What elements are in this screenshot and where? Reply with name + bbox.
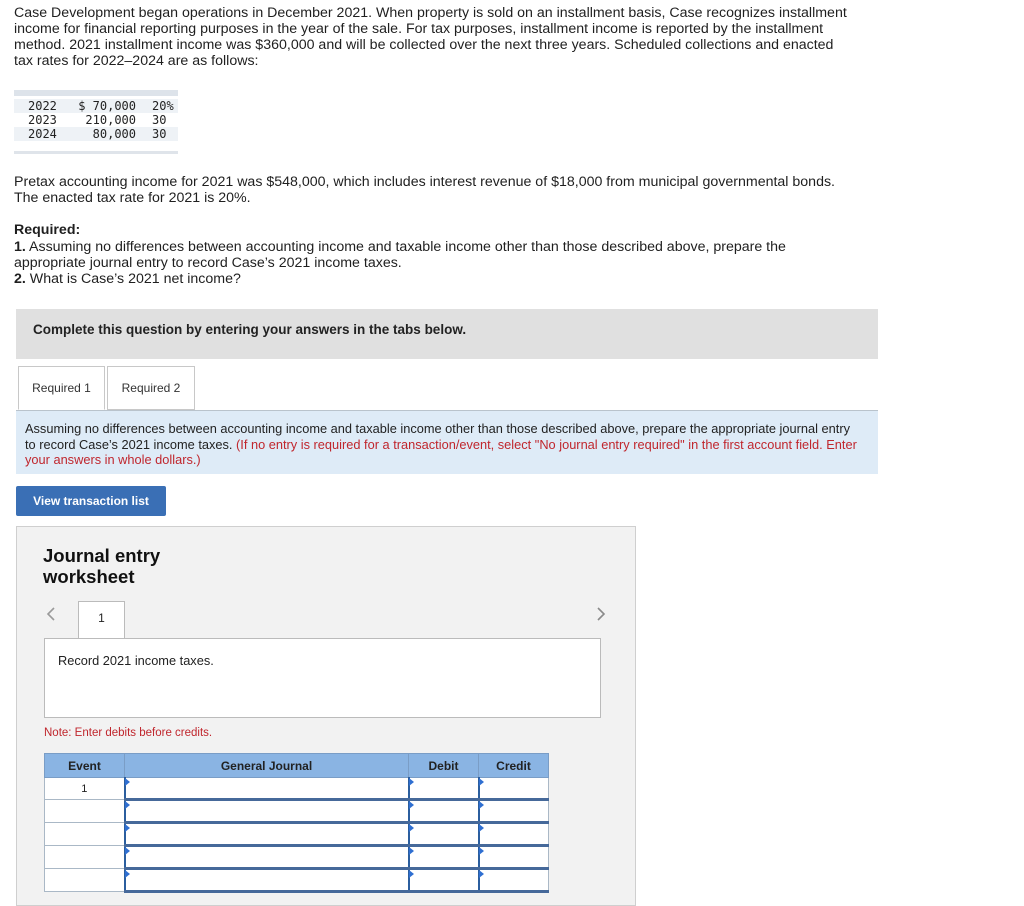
- column-header-credit: Credit: [479, 754, 549, 778]
- pretax-paragraph: [14, 174, 1014, 206]
- credit-input[interactable]: [479, 869, 549, 892]
- table-row: [45, 778, 549, 800]
- schedule-header-bar: [14, 90, 178, 96]
- debit-input[interactable]: [409, 800, 479, 823]
- required-item-1-cont: appropriate journal entry to record Case’s 2021 income taxes.: [14, 255, 402, 271]
- credit-input[interactable]: [479, 778, 549, 800]
- table-row: [45, 846, 549, 869]
- required-item-2: What is Case’s 2021 net income?: [29, 271, 241, 287]
- required-item-number: 2.: [14, 271, 26, 287]
- worksheet-title-line: worksheet: [43, 566, 135, 587]
- schedule-amount: 80,000: [92, 127, 136, 141]
- instructions-note: (If no entry is required for a transaction/event, select "No journal entry required" in the first account field. Enter your answers in whole dollars.): [25, 436, 857, 467]
- instruction-banner: [16, 309, 878, 359]
- view-transaction-list-button[interactable]: View transaction list: [16, 486, 166, 516]
- required-heading: Required:: [14, 222, 81, 238]
- schedule-amount: 210,000: [85, 113, 136, 127]
- required-item-number: 1.: [14, 239, 26, 255]
- worksheet-note: Note: Enter debits before credits.: [44, 727, 213, 739]
- schedule-year: 2022: [28, 99, 57, 113]
- account-select[interactable]: [125, 823, 409, 846]
- event-cell: [45, 846, 125, 869]
- column-header-general-journal: General Journal: [125, 754, 409, 778]
- table-row: [45, 869, 549, 892]
- account-select[interactable]: [125, 869, 409, 892]
- event-cell: [45, 823, 125, 846]
- schedule-amount: $ 70,000: [78, 99, 136, 113]
- intro-line: tax rates for 2022–2024 are as follows:: [14, 53, 259, 69]
- schedule-row: [14, 127, 178, 141]
- intro-line: income for financial reporting purposes in the year of the sale. For tax purposes, installment income is reported by the installment: [14, 21, 824, 37]
- worksheet-title-line: Journal entry: [43, 545, 161, 566]
- schedule-rate: 30: [152, 127, 167, 141]
- entry-page-tab[interactable]: 1: [78, 601, 125, 638]
- tab-instructions: [16, 411, 878, 474]
- table-row: [45, 823, 549, 846]
- debit-input[interactable]: [409, 778, 479, 800]
- intro-line: method. 2021 installment income was $360,000 and will be collected over the next three years. Scheduled collections and enacted: [14, 37, 834, 53]
- instructions-text: Assuming no differences between accounting income and taxable income other than those described above, prepare the appropriate journal entry to record Case’s 2021 income taxes.: [25, 421, 850, 452]
- event-cell: [45, 800, 125, 823]
- account-select[interactable]: [125, 846, 409, 869]
- debit-input[interactable]: [409, 823, 479, 846]
- tab-required-1[interactable]: Required 1: [18, 366, 105, 410]
- schedule-row: [14, 99, 178, 113]
- schedule-row: [14, 113, 178, 127]
- column-header-event: Event: [45, 754, 125, 778]
- schedule-year: 2023: [28, 113, 57, 127]
- worksheet-title: [43, 545, 243, 587]
- entry-description: [44, 638, 601, 718]
- pretax-line: Pretax accounting income for 2021 was $548,000, which includes interest revenue of $18,000 from municipal governmental bonds.: [14, 174, 835, 190]
- debit-input[interactable]: [409, 846, 479, 869]
- credit-input[interactable]: [479, 846, 549, 869]
- required-section: [14, 222, 1014, 287]
- schedule-rate: 30: [152, 113, 167, 127]
- schedule-year: 2024: [28, 127, 57, 141]
- credit-input[interactable]: [479, 823, 549, 846]
- pretax-line: The enacted tax rate for 2021 is 20%.: [14, 190, 251, 206]
- account-select[interactable]: [125, 800, 409, 823]
- debit-input[interactable]: [409, 869, 479, 892]
- intro-line: Case Development began operations in December 2021. When property is sold on an installment basis, Case recognizes installment: [14, 5, 847, 21]
- column-header-debit: Debit: [409, 754, 479, 778]
- account-select[interactable]: [125, 778, 409, 800]
- entry-description-text: Record 2021 income taxes.: [58, 653, 214, 668]
- table-row: [45, 800, 549, 823]
- required-item-1: Assuming no differences between accounting income and taxable income other than those described above, prepare the: [29, 239, 786, 255]
- intro-paragraph: [14, 5, 1014, 69]
- event-cell: [45, 869, 125, 892]
- tab-required-2[interactable]: Required 2: [107, 366, 195, 410]
- event-cell: 1: [45, 778, 125, 800]
- credit-input[interactable]: [479, 800, 549, 823]
- schedule-rate: 20%: [152, 99, 174, 113]
- banner-text: Complete this question by entering your answers in the tabs below.: [33, 322, 467, 337]
- general-journal-table: [44, 753, 549, 893]
- chevron-right-icon[interactable]: [594, 606, 608, 622]
- chevron-left-icon[interactable]: [44, 606, 58, 622]
- collections-schedule: [14, 90, 178, 154]
